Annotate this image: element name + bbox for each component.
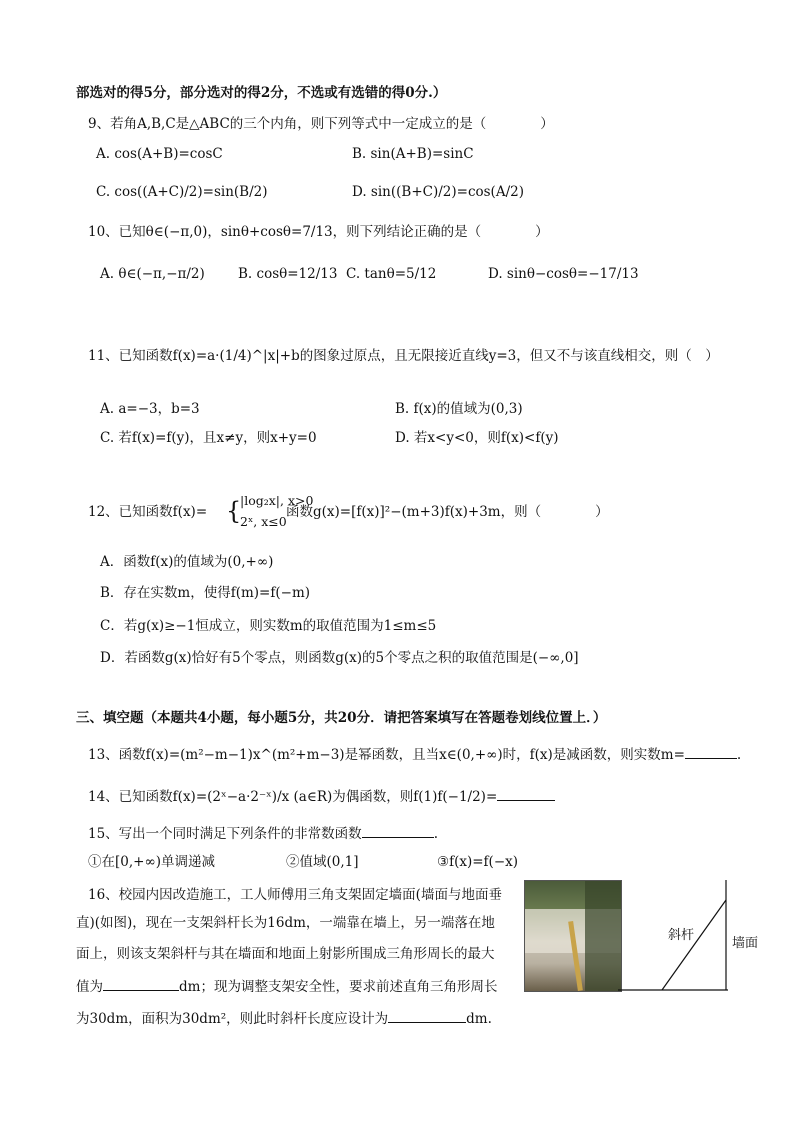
q15-line <box>88 823 438 843</box>
q12-stem-pre: 12、已知函数f(x)= <box>88 504 208 520</box>
q9-option-c: C. cos((A+C)/2)=sin(B/2) <box>96 184 268 200</box>
q11-option-c: C. 若f(x)=f(y)，且x≠y，则x+y=0 <box>100 430 317 446</box>
q11-option-a: A. a=−3，b=3 <box>100 401 200 417</box>
q11-option-b: B. f(x)的值域为(0,3) <box>395 401 523 417</box>
q15-answer-blank[interactable] <box>362 823 434 838</box>
q12-option-a: A．函数f(x)的值域为(0,+∞) <box>100 554 274 570</box>
q12-brace: { <box>226 497 242 525</box>
q16-line-4 <box>76 976 497 996</box>
q12-stem-post: 函数g(x)=[f(x)]²−(m+3)f(x)+3m，则（ ） <box>286 504 609 520</box>
q15-end: . <box>433 826 438 842</box>
q9-stem: 9、若角A,B,C是△ABC的三个内角，则下列等式中一定成立的是（ ） <box>88 116 554 132</box>
q16-line-1: 16、校园内因改造施工，工人师傅用三角支架固定墙面(墙面与地面垂 <box>88 887 502 903</box>
q14-text: 14、已知函数f(x)=(2ˣ−a·2⁻ˣ)/x (a∈R)为偶函数，则f(1)f(−1/2)= <box>88 789 498 805</box>
q15-condition-3: ③f(x)=f(−x) <box>437 854 519 870</box>
q9-option-a: A. cos(A+B)=cosC <box>96 146 223 162</box>
q16-line-2: 直)(如图)，现在一支架斜杆长为16dm，一端靠在墙上，另一端落在地 <box>76 915 495 931</box>
q9-option-d: D. sin((B+C)/2)=cos(A/2) <box>352 184 524 200</box>
q16-line-5-b: dm. <box>466 1011 492 1027</box>
wall-label: 墙面 <box>732 936 759 951</box>
q11-option-d: D. 若x<y<0，则f(x)<f(y) <box>395 430 559 446</box>
q16-line-4-b: dm；现为调整支架安全性，要求前述直角三角形周长 <box>179 979 498 995</box>
wall-support-photo <box>524 880 622 992</box>
q16-line-5-a: 为30dm，面积为30dm²，则此时斜杆长度应设计为 <box>76 1011 389 1027</box>
q10-option-b: B. cosθ=12/13 <box>238 266 338 282</box>
q11-stem: 11、已知函数f(x)=a·(1/4)^|x|+b的图象过原点，且无限接近直线y=3，但又不与该直线相交，则（ ） <box>88 348 719 364</box>
q9-option-b: B. sin(A+B)=sinC <box>352 146 474 162</box>
q12-option-b: B．存在实数m，使得f(m)=f(−m) <box>100 585 311 601</box>
q12-case-1: |log₂x|, x>0 <box>240 493 314 508</box>
rod-label: 斜杆 <box>668 928 695 943</box>
q16-line-4-a: 值为 <box>76 979 103 995</box>
q13-text: 13、函数f(x)=(m²−m−1)x^(m²+m−3)是幂函数，且当x∈(0,+∞)时，f(x)是减函数，则实数m= <box>88 747 685 763</box>
q10-option-c: C. tanθ=5/12 <box>346 266 437 282</box>
q13-end: . <box>736 747 742 763</box>
q15-condition-2: ②值域(0,1] <box>286 854 359 870</box>
q10-option-a: A. θ∈(−π,−π/2) <box>100 266 205 282</box>
q13-answer-blank[interactable] <box>685 744 737 759</box>
q12-option-d: D．若函数g(x)恰好有5个零点，则函数g(x)的5个零点之积的取值范围是(−∞,0] <box>100 650 579 666</box>
rod-line <box>662 900 726 990</box>
q16-line-3: 面上，则该支架斜杆与其在墙面和地面上射影所围成三角形周长的最大 <box>76 946 495 962</box>
q16-line-5 <box>76 1008 492 1028</box>
q10-option-d: D. sinθ−cosθ=−17/13 <box>488 266 639 282</box>
q14-answer-blank[interactable] <box>497 786 555 801</box>
q14-line <box>88 786 555 806</box>
q13-line <box>88 744 741 764</box>
q10-stem: 10、已知θ∈(−π,0)，sinθ+cosθ=7/13，则下列结论正确的是（ ） <box>88 224 549 240</box>
q15-text: 15、写出一个同时满足下列条件的非常数函数 <box>88 826 362 842</box>
q16-answer-blank-1[interactable] <box>103 976 179 991</box>
q15-condition-1: ①在[0,+∞)单调递减 <box>88 854 215 870</box>
q12-case-2: 2ˣ, x≤0 <box>240 514 287 529</box>
q12-option-c: C．若g(x)≥−1恒成立，则实数m的取值范围为1≤m≤5 <box>100 618 437 634</box>
section-3-heading: 三、填空题（本题共4小题，每小题5分，共20分．请把答案填写在答题卷划线位置上．） <box>76 710 607 726</box>
intro-text: 部选对的得5分，部分选对的得2分，不选或有选错的得0分.） <box>76 85 447 101</box>
q16-answer-blank-2[interactable] <box>388 1008 466 1023</box>
